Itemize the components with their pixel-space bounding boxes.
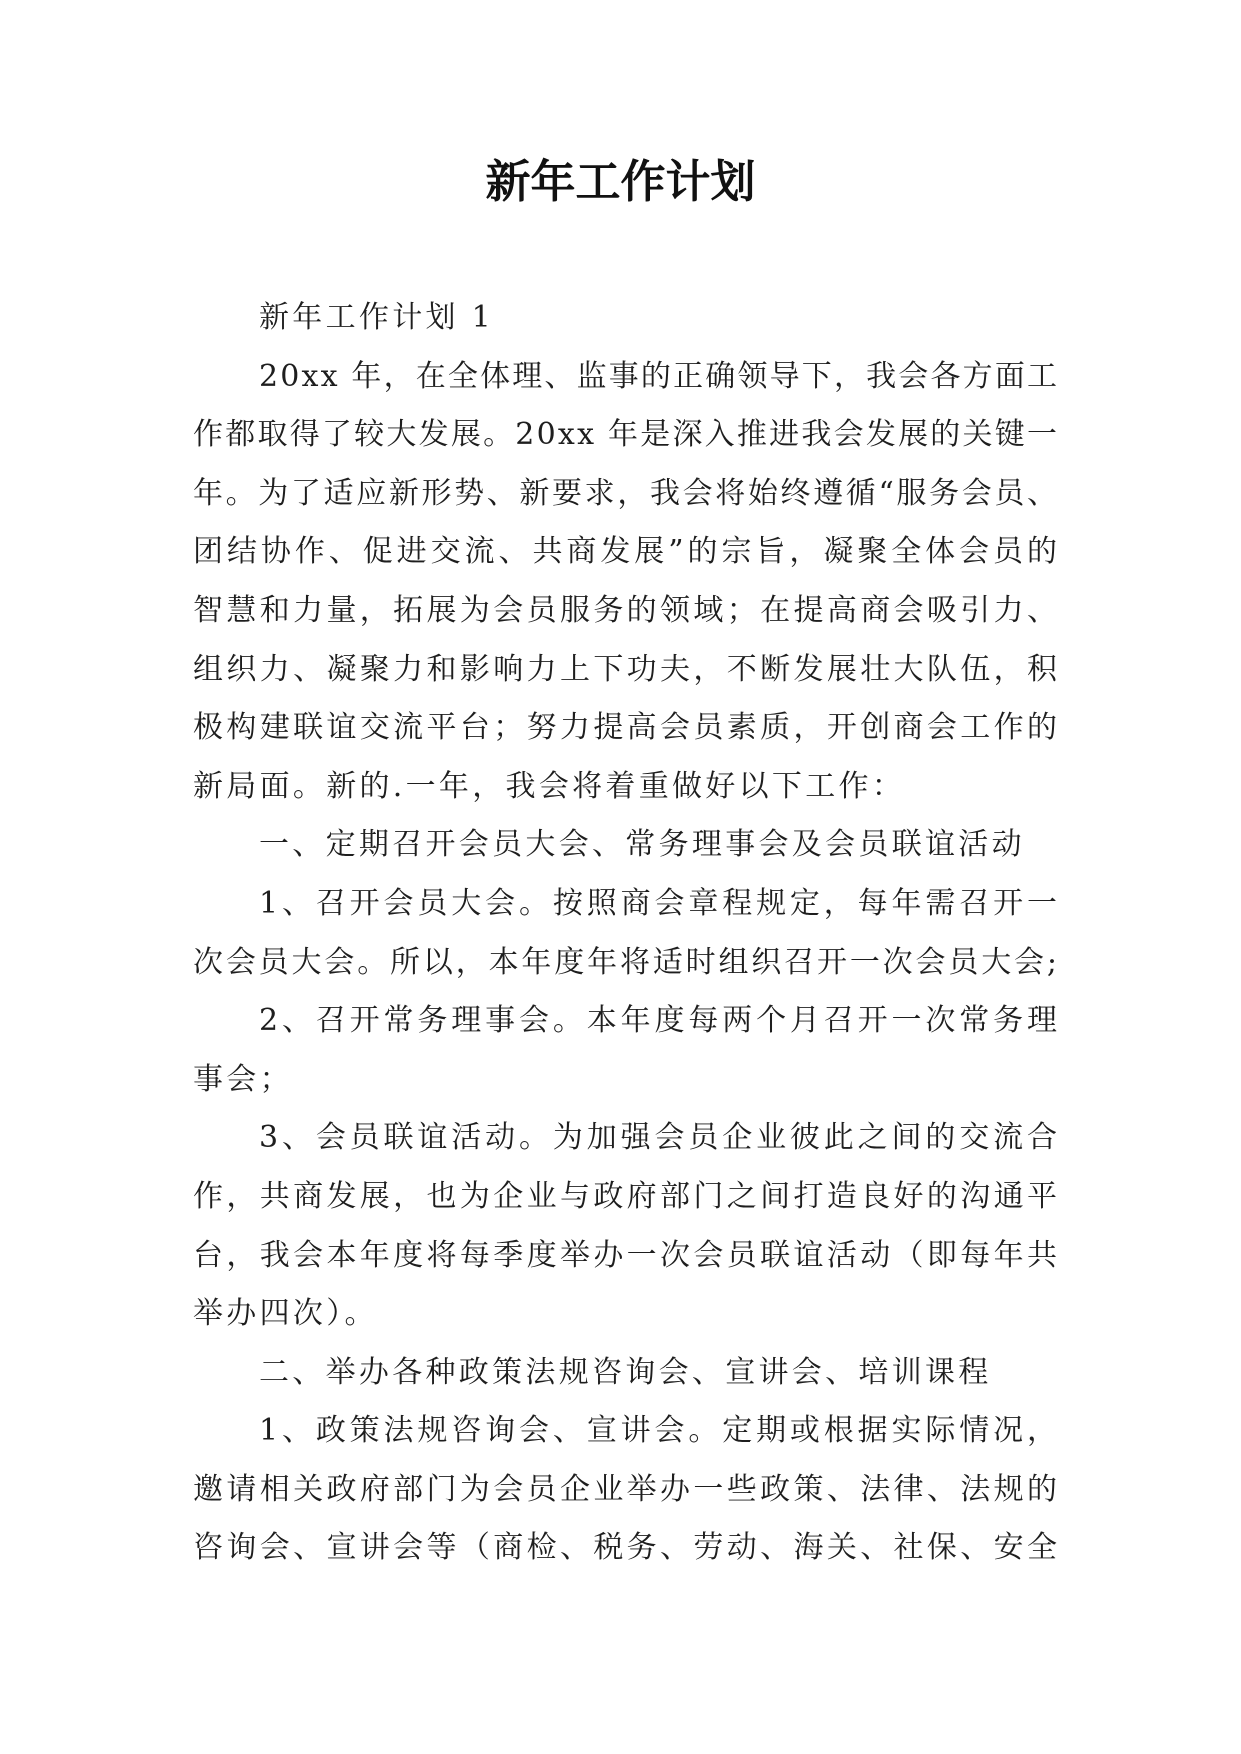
line-text: 台，我会本年度将每季度举办一次会员联谊活动（即每年共 — [193, 1237, 1061, 1273]
line-text: 智慧和力量，拓展为会员服务的领域；在提高商会吸引力、 — [193, 592, 1061, 628]
line-text: 新局面。新的.一年，我会将着重做好以下工作： — [193, 768, 906, 804]
text-line — [193, 1051, 1057, 1110]
text-line — [193, 523, 1061, 582]
text-line — [193, 1109, 1061, 1168]
item-2-1-paragraph — [193, 1402, 1061, 1578]
line-text: 20xx 年，在全体理、监事的正确领导下，我会各方面工 — [259, 358, 1060, 394]
line-text: 团结协作、促进交流、共商发展”的宗旨，凝聚全体会员的 — [193, 534, 1061, 570]
text-line — [193, 816, 1057, 875]
text-line — [193, 934, 1060, 993]
document-body — [193, 289, 1061, 1578]
line-text: 1、召开会员大会。按照商会章程规定，每年需召开一 — [259, 885, 1061, 921]
line-text: 举办四次）。 — [193, 1296, 378, 1332]
text-line — [193, 406, 1060, 465]
text-line — [193, 348, 1060, 407]
text-line — [193, 699, 1061, 758]
item-1-1-paragraph — [193, 875, 1061, 992]
plan-heading — [193, 289, 1057, 348]
text-line — [193, 1227, 1061, 1286]
text-line — [193, 1402, 1061, 1461]
document-title: 新年工作计划 — [485, 155, 756, 208]
text-line — [193, 1461, 1061, 1520]
section-two-heading — [193, 1344, 1057, 1403]
line-text: 2、召开常务理事会。本年度每两个月召开一次常务理 — [259, 1003, 1061, 1039]
line-text: 作，共商发展，也为企业与政府部门之间打造良好的沟通平 — [193, 1178, 1061, 1214]
line-text: 组织力、凝聚力和影响力上下功夫，不断发展壮大队伍，积 — [193, 651, 1061, 687]
line-text: 邀请相关政府部门为会员企业举办一些政策、法律、法规的 — [193, 1471, 1061, 1507]
line-text: 事会； — [193, 1061, 293, 1097]
item-1-3-paragraph — [193, 1109, 1061, 1343]
section-one-heading — [193, 816, 1057, 875]
text-line — [193, 1168, 1061, 1227]
item-1-2-paragraph — [193, 992, 1061, 1109]
text-line — [193, 875, 1061, 934]
text-line — [193, 1285, 1057, 1344]
line-text: 作都取得了较大发展。20xx 年是深入推进我会发展的关键一 — [193, 417, 1060, 453]
text-line — [193, 582, 1061, 641]
line-text: 二、举办各种政策法规咨询会、宣讲会、培训课程 — [259, 1354, 992, 1390]
line-text: 一、定期召开会员大会、常务理事会及会员联谊活动 — [259, 827, 1025, 863]
text-line — [193, 758, 1057, 817]
text-line — [193, 641, 1061, 700]
line-text: 咨询会、宣讲会等（商检、税务、劳动、海关、社保、安全 — [193, 1530, 1061, 1566]
line-text: 1、政策法规咨询会、宣讲会。定期或根据实际情况， — [259, 1413, 1061, 1449]
line-text: 年。为了适应新形势、新要求，我会将始终遵循“服务会员、 — [193, 475, 1060, 511]
line-text: 新年工作计划 1 — [259, 300, 495, 335]
text-line — [193, 1519, 1061, 1578]
line-text: 3、会员联谊活动。为加强会员企业彼此之间的交流合 — [259, 1120, 1061, 1156]
text-line — [193, 289, 1057, 348]
line-text: 极构建联谊交流平台；努力提高会员素质，开创商会工作的 — [193, 710, 1061, 746]
text-line — [193, 465, 1060, 524]
text-line — [193, 992, 1061, 1051]
intro-paragraph — [193, 348, 1061, 817]
line-text: 次会员大会。所以，本年度年将适时组织召开一次会员大会; — [193, 944, 1060, 980]
text-line — [193, 1344, 1057, 1403]
